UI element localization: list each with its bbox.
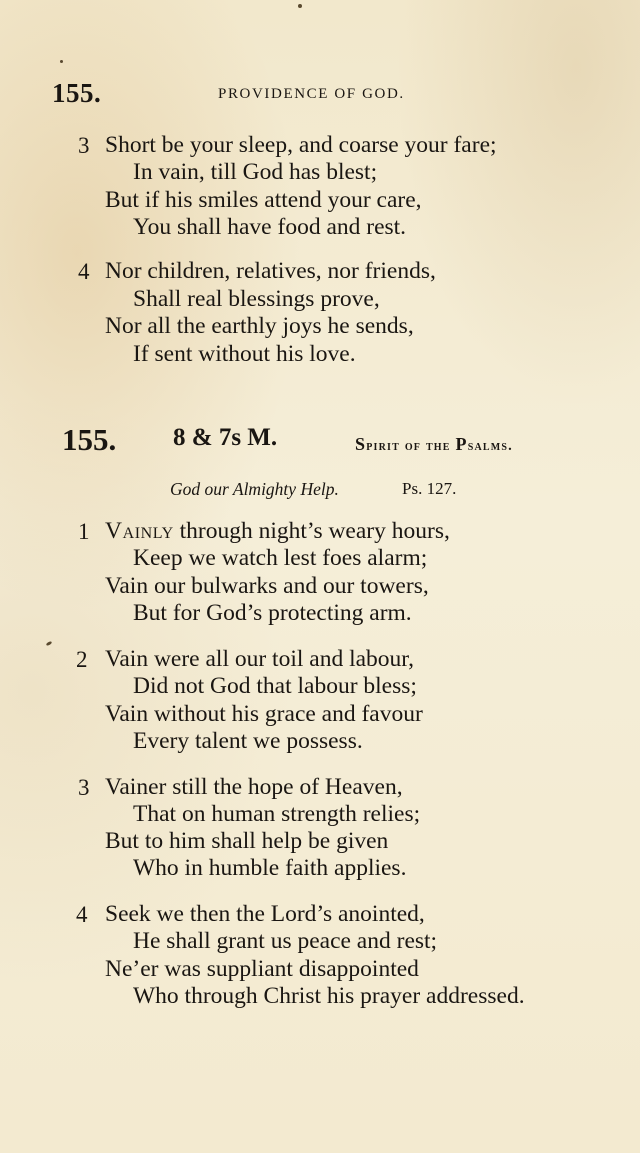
verse-line: Ne’er was suppliant disappointed [105, 956, 419, 982]
hymn-title: God our Almighty Help. [170, 479, 339, 499]
source-initial: S [355, 434, 367, 454]
verse-line: Vain without his grace and favour [105, 701, 423, 727]
verse-line-rest: through night’s weary hours, [173, 518, 450, 544]
ink-speck [60, 60, 63, 63]
verse-line: Vain were all our toil and labour, [105, 646, 415, 672]
ink-speck [46, 641, 53, 647]
scripture-reference: Ps. 127. [402, 479, 457, 498]
verse-line: Vainer still the hope of Heaven, [105, 774, 403, 800]
verse-number: 3 [78, 133, 90, 158]
verse-number: 3 [78, 775, 90, 800]
verse-line: Short be your sleep, and coarse your fare; [105, 132, 497, 158]
running-head: PROVIDENCE OF GOD. [218, 86, 405, 102]
source-text: pirit of the [366, 438, 456, 454]
verse-line: Shall real blessings prove, [133, 286, 380, 312]
verse-line: He shall grant us peace and rest; [133, 928, 438, 954]
verse-line: Did not God that labour bless; [133, 673, 417, 699]
verse-line: Vain our bulwarks and our towers, [105, 573, 429, 599]
verse-line: Keep we watch lest foes alarm; [133, 545, 428, 571]
ink-speck [298, 4, 302, 8]
verse-line: Who in humble faith applies. [133, 855, 407, 881]
verse-line: That on human strength relies; [133, 801, 421, 827]
verse-line: But if his smiles attend your care, [105, 187, 422, 213]
verse-number: 2 [76, 647, 88, 672]
verse-line: In vain, till God has blest; [133, 159, 378, 185]
hymn-meter: 8 & 7s M. [173, 424, 278, 451]
page-number: 155. [52, 78, 102, 108]
verse-line: Seek we then the Lord’s anointed, [105, 901, 425, 927]
verse-line [105, 518, 450, 545]
verse-line: But for God’s protecting arm. [133, 600, 412, 626]
verse-number: 1 [78, 519, 90, 544]
verse-line: Nor all the earthly joys he sends, [105, 313, 414, 339]
verse-line: Who through Christ his prayer addressed. [133, 983, 525, 1009]
verse-number: 4 [76, 902, 88, 927]
verse-line: Every talent we possess. [133, 728, 363, 754]
hymn-source [355, 434, 513, 455]
source-text: salms. [467, 438, 513, 454]
opening-word: Vainly [105, 518, 174, 544]
verse-line: But to him shall help be given [105, 828, 389, 854]
verse-line: If sent without his love. [133, 341, 356, 367]
hymn-number: 155. [62, 422, 117, 457]
verse-line: You shall have food and rest. [133, 214, 407, 240]
source-initial: P [455, 434, 468, 454]
verse-line: Nor children, relatives, nor friends, [105, 258, 436, 284]
verse-number: 4 [78, 259, 90, 284]
